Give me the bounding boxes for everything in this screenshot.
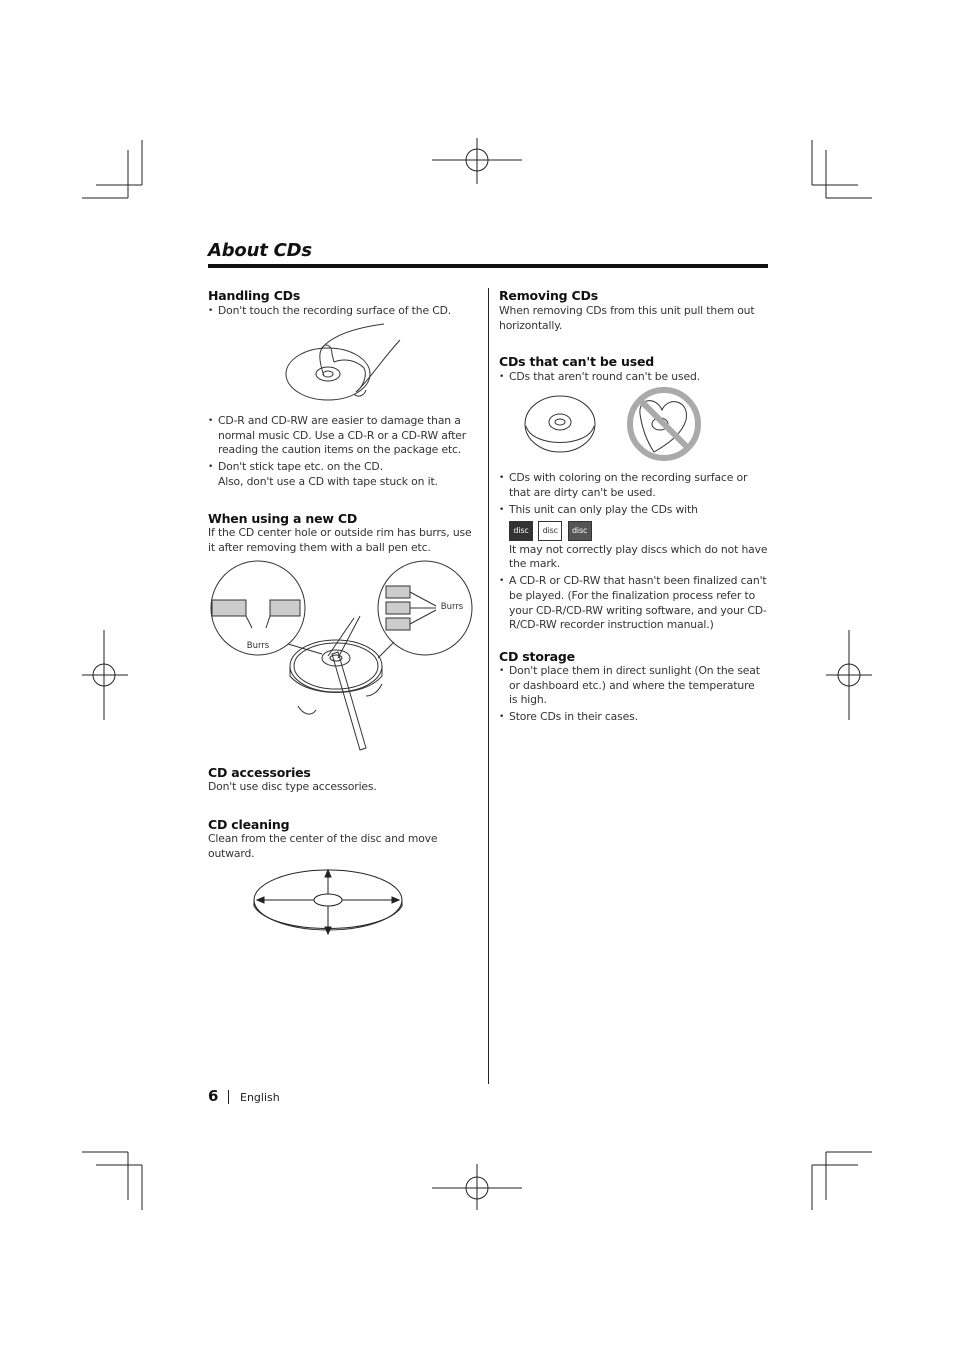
footer-separator: [228, 1090, 229, 1104]
heading-handling-cds: Handling CDs: [208, 288, 301, 303]
heading-cd-storage: CD storage: [499, 649, 575, 664]
heading-cds-cant-be-used: CDs that can't be used: [499, 354, 655, 369]
compact-disc-digital-audio-logo-icon: disc: [509, 521, 533, 541]
accessories-body: Don't use disc type accessories.: [208, 780, 377, 793]
title-rule: [208, 264, 768, 268]
cleaning-body: Clean from the center of the disc and move outward.: [208, 832, 438, 860]
heading-new-cd: When using a new CD: [208, 511, 358, 526]
cant-use-bullet-1: • CDs that aren't round can't be used.: [499, 370, 767, 387]
page-title: About CDs: [208, 240, 312, 261]
burrs-label-left: Burrs: [246, 641, 270, 651]
page-number: 6: [208, 1087, 219, 1105]
footer-language: English: [240, 1091, 280, 1104]
burrs-label-right: Burrs: [440, 602, 464, 612]
compact-disc-text-logo-icon: disc: [538, 521, 562, 541]
removing-body: When removing CDs from this unit pull them out horizontally.: [499, 304, 755, 332]
heading-removing-cds: Removing CDs: [499, 288, 598, 303]
storage-bullets: • Don't place them in direct sunlight (On the seat or dashboard etc.) and where the temperature is high. • Store CDs in their cases.: [499, 664, 765, 727]
compact-disc-logos: [509, 521, 769, 541]
cant-use-bullets: • CDs with coloring on the recording surface or that are dirty can't be used. • This unit can only play the CDs with disc disc disc It may not correctly play discs which do not have the mark. • A CD-R or CD-RW that hasn't been finalized can't be played. (For the finalization process refer to your CD-R/CD-RW writing software, and your CD-R/CD-RW recorder instruction manual.): [499, 471, 769, 635]
compact-disc-rewritable-logo-icon: disc: [568, 521, 592, 541]
new-cd-body: If the CD center hole or outside rim has burrs, use it after removing them with a ball pen etc.: [208, 526, 472, 554]
non-round-cd-illustration: [522, 386, 704, 466]
burrs-illustration: [208, 558, 476, 758]
heading-cd-accessories: CD accessories: [208, 765, 311, 780]
handling-bullets-2-3: • CD-R and CD-RW are easier to damage than a normal music CD. Use a CD-R or a CD-RW after reading the caution items on the package etc. • Don't stick tape etc. on the CD. Also, don't use a CD with tape stuck on it.: [208, 414, 473, 492]
column-divider: [488, 288, 489, 1084]
prohibited-heart-disc-icon: [630, 390, 698, 458]
heading-cd-cleaning: CD cleaning: [208, 817, 290, 832]
cleaning-disc-illustration: [252, 868, 404, 940]
handling-bullet-1: • Don't touch the recording surface of the CD.: [208, 304, 473, 321]
handling-cd-illustration: [284, 318, 404, 402]
